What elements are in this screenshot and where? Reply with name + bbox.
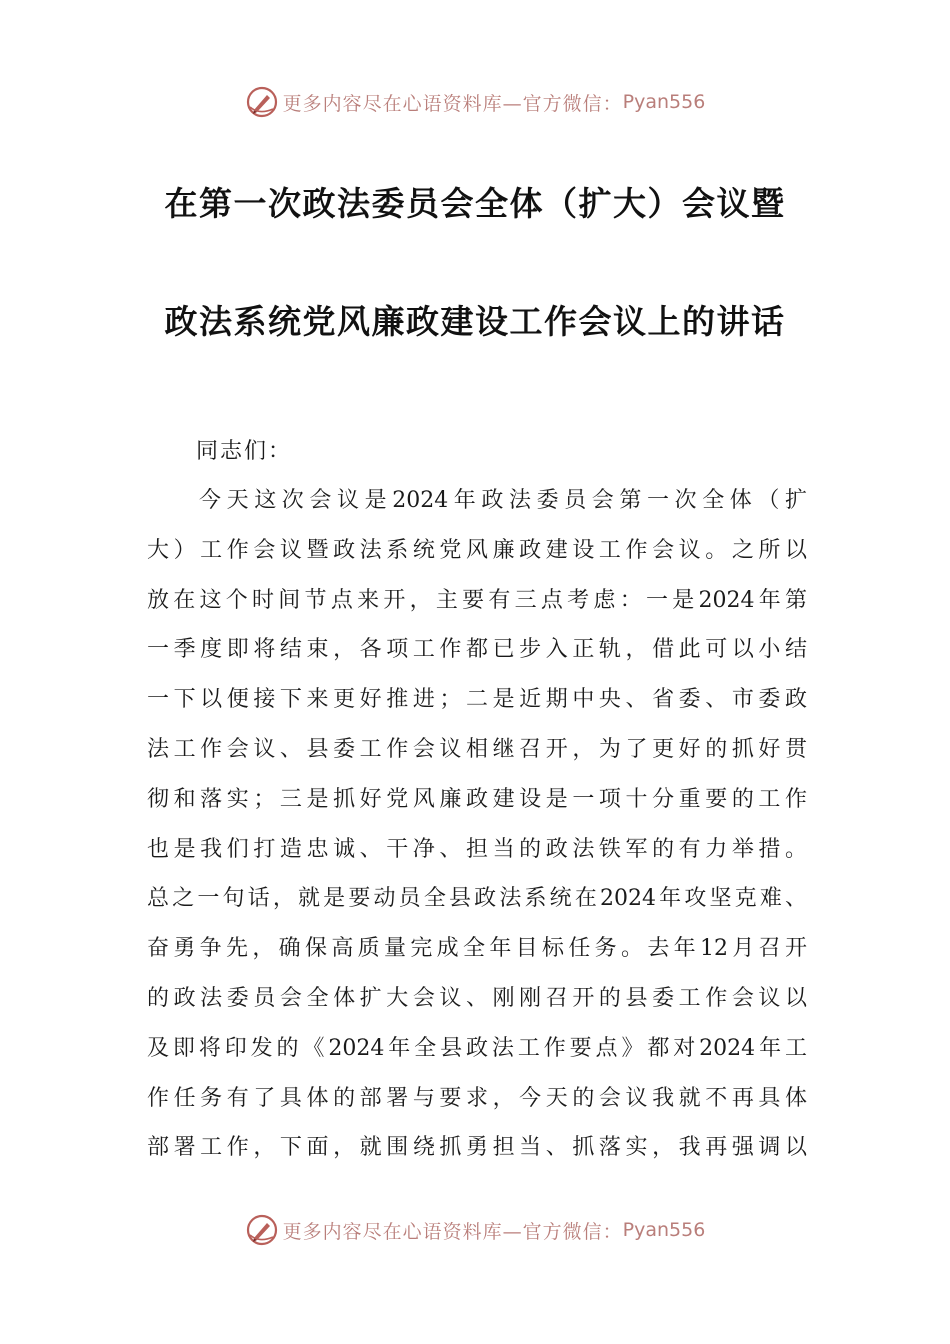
body-text [147,476,807,1173]
title-line-2: 政法系统党风廉政建设工作会议上的讲话 [164,302,786,341]
body-line: 今天这次会议是2024年政法委员会第一次全体（扩 [199,488,807,513]
body-line: 放在这个时间节点来开，主要有三点考虑：一是2024年第 [147,587,807,613]
body-line: 也是我们打造忠诚、干净、担当的政法铁军的有力举措。 [147,836,807,862]
body-line: 作任务有了具体的部署与要求，今天的会议我就不再具体 [147,1085,807,1111]
watermark-banner-top [0,82,950,122]
body-line: 一下以便接下来更好推进；二是近期中央、省委、市委政 [147,687,807,713]
watermark-banner-bottom [0,1210,950,1250]
pen-logo-icon [245,85,279,119]
watermark-text: 更多内容尽在心语资料库—官方微信： [282,92,623,115]
body-line: 总之一句话，就是要动员全县政法系统在2024年攻坚克难、 [147,886,807,912]
watermark-handle: Pyan556 [622,1219,706,1241]
body-line: 法工作会议、县委工作会议相继召开，为了更好的抓好贯 [147,736,807,762]
body-line: 奋勇争先，确保高质量完成全年目标任务。去年12月召开 [147,936,807,962]
body-line: 大）工作会议暨政法系统党风廉政建设工作会议。之所以 [147,537,807,563]
pen-logo-icon [245,1213,279,1247]
body-line: 部署工作，下面，就围绕抓勇担当、抓落实，我再强调以 [147,1135,807,1161]
salutation: 同志们： [196,439,293,464]
body-line: 及即将印发的《2024年全县政法工作要点》都对2024年工 [147,1035,807,1061]
watermark-text: 更多内容尽在心语资料库—官方微信： [282,1220,623,1243]
body-line: 的政法委员会全体扩大会议、刚刚召开的县委工作会议以 [147,985,807,1011]
title-line-1: 在第一次政法委员会全体（扩大）会议暨 [164,184,786,223]
body-line: 彻和落实；三是抓好党风廉政建设是一项十分重要的工作 [147,786,807,812]
body-line: 一季度即将结束，各项工作都已步入正轨，借此可以小结 [147,637,807,663]
watermark-handle: Pyan556 [622,91,706,113]
